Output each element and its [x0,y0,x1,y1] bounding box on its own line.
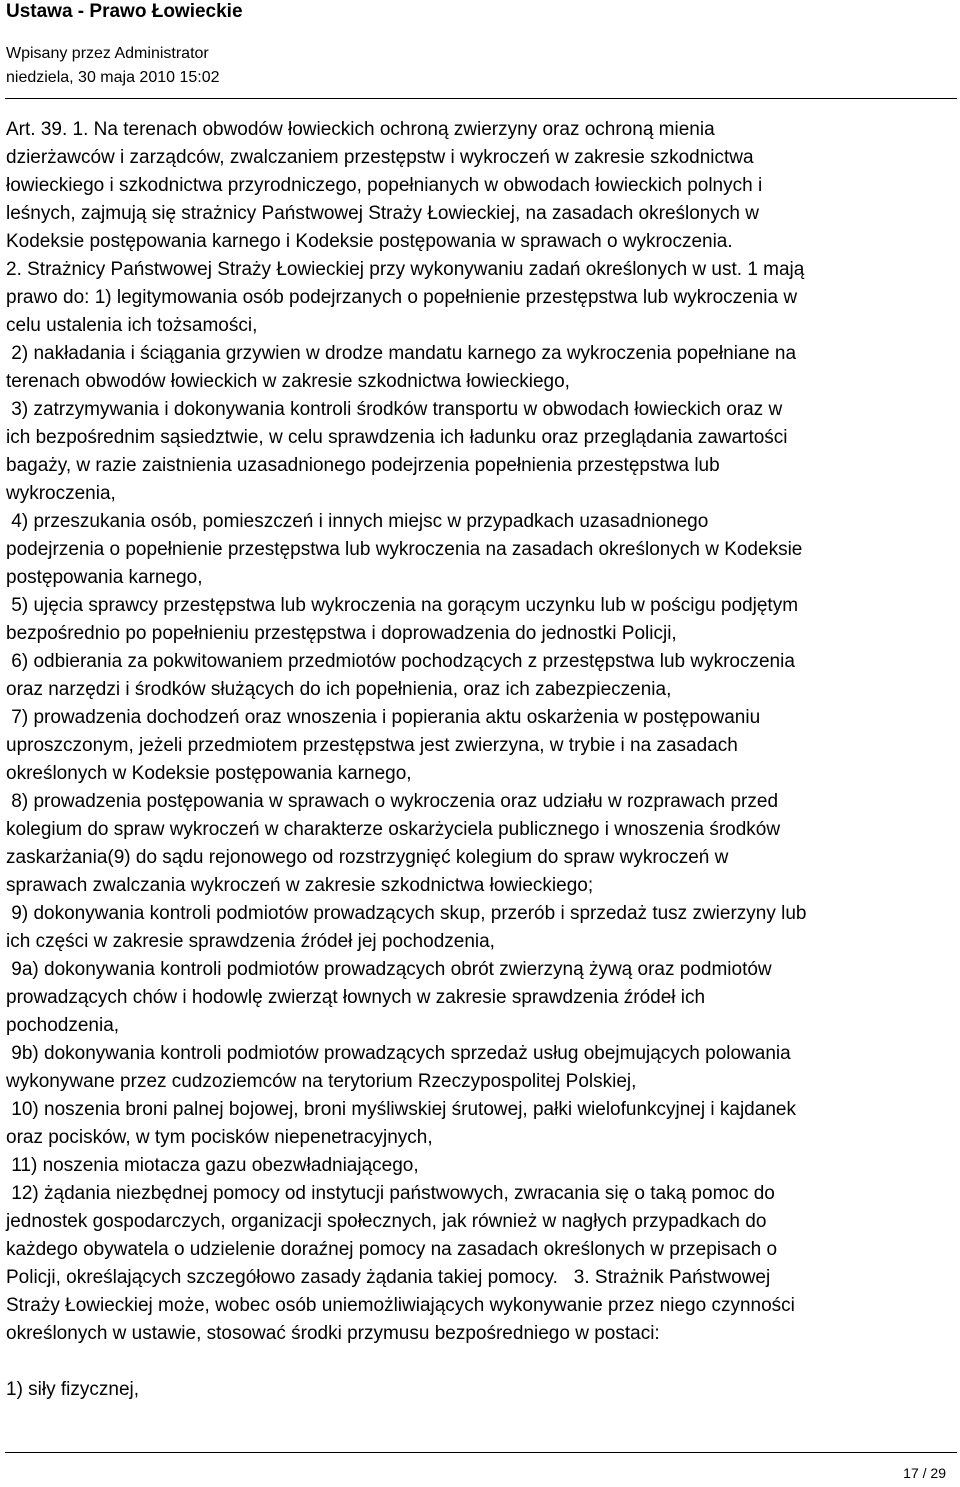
text-line: 8) prowadzenia postępowania w sprawach o wykroczenia oraz udziału w rozprawach przed [6,791,779,812]
text-line: postępowania karnego, [6,567,203,588]
text-line: ich części w zakresie sprawdzenia źródeł jej pochodzenia, [6,931,495,952]
date-line: niedziela, 30 maja 2010 15:02 [6,69,220,86]
text-line: uproszczonym, jeżeli przedmiotem przestępstwa jest zwierzyna, w trybie i na zasadach [6,735,738,756]
text-line: 11) noszenia miotacza gazu obezwładniającego, [6,1155,419,1176]
text-line: Straży Łowieckiej może, wobec osób uniemożliwiających wykonywanie przez niego czynności [6,1295,795,1316]
text-line: bezpośrednio po popełnieniu przestępstwa i doprowadzenia do jednostki Policji, [6,623,677,644]
text-line: 2) nakładania i ściągania grzywien w drodze mandatu karnego za wykroczenia popełniane na [6,343,797,364]
text-line: kolegium do spraw wykroczeń w charakterze oskarżyciela publicznego i wnoszenia środków [6,819,781,840]
text-line: dzierżawców i zarządców, zwalczaniem przestępstw i wykroczeń w zakresie szkodnictwa [6,147,754,168]
text-line: ich bezpośrednim sąsiedztwie, w celu sprawdzenia ich ładunku oraz przeglądania zawartości [6,427,788,448]
text-line: 6) odbierania za pokwitowaniem przedmiotów pochodzących z przestępstwa lub wykroczenia [6,651,795,672]
text-line: 9b) dokonywania kontroli podmiotów prowadzących sprzedaż usług obejmujących polowania [6,1043,791,1064]
header-divider [5,98,957,99]
text-line: pochodzenia, [6,1015,120,1036]
text-line: sprawach zwalczania wykroczeń w zakresie szkodnictwa łowieckiego; [6,875,594,896]
text-line: 1) siły fizycznej, [6,1379,140,1400]
text-line: określonych w Kodeksie postępowania karnego, [6,763,412,784]
text-line: Policji, określających szczegółowo zasady żądania takiej pomocy. 3. Strażnik Państwowej [6,1267,771,1288]
footer-divider [5,1452,957,1453]
text-line: wykroczenia, [6,483,116,504]
text-line: łowieckiego i szkodnictwa przyrodniczego, popełnianych w obwodach łowieckich polnych i [6,175,763,196]
document-title: Ustawa - Prawo Łowieckie [6,1,243,22]
text-line: 7) prowadzenia dochodzeń oraz wnoszenia i popierania aktu oskarżenia w postępowaniu [6,707,761,728]
text-line: oraz pocisków, w tym pocisków niepenetracyjnych, [6,1127,433,1148]
text-line: 12) żądania niezbędnej pomocy od instytucji państwowych, zwracania się o taką pomoc do [6,1183,775,1204]
text-line: celu ustalenia ich tożsamości, [6,315,258,336]
text-line: każdego obywatela o udzielenie doraźnej pomocy na zasadach określonych w przepisach o [6,1239,778,1260]
author-line: Wpisany przez Administrator [6,45,209,62]
text-line: określonych w ustawie, stosować środki przymusu bezpośredniego w postaci: [6,1323,660,1344]
text-line: 5) ujęcia sprawcy przestępstwa lub wykroczenia na gorącym uczynku lub w pościgu podjętym [6,595,799,616]
text-line: terenach obwodów łowieckich w zakresie szkodnictwa łowieckiego, [6,371,570,392]
text-line: 3) zatrzymywania i dokonywania kontroli środków transportu w obwodach łowieckich oraz w [6,399,783,420]
text-line: Kodeksie postępowania karnego i Kodeksie postępowania w sprawach o wykroczenia. [6,231,733,252]
text-line: bagaży, w razie zaistnienia uzasadnionego podejrzenia popełnienia przestępstwa lub [6,455,720,476]
text-line: 9a) dokonywania kontroli podmiotów prowadzących obrót zwierzyną żywą oraz podmiotów [6,959,772,980]
text-line: Art. 39. 1. Na terenach obwodów łowieckich ochroną zwierzyny oraz ochroną mienia [6,119,715,140]
text-line: 10) noszenia broni palnej bojowej, broni myśliwskiej śrutowej, pałki wielofunkcyjnej i kajdanek [6,1099,796,1120]
text-line: 2. Strażnicy Państwowej Straży Łowieckiej przy wykonywaniu zadań określonych w ust. 1 mają [6,259,805,280]
text-line: oraz narzędzi i środków służących do ich popełnienia, oraz ich zabezpieczenia, [6,679,672,700]
text-line: 9) dokonywania kontroli podmiotów prowadzących skup, przerób i sprzedaż tusz zwierzyny lub [6,903,807,924]
text-line: prowadzących chów i hodowlę zwierząt łownych w zakresie sprawdzenia źródeł ich [6,987,706,1008]
article-body [6,116,954,1404]
text-line: podejrzenia o popełnienie przestępstwa lub wykroczenia na zasadach określonych w Kodeksie [6,539,803,560]
text-line: wykonywane przez cudzoziemców na terytorium Rzeczypospolitej Polskiej, [6,1071,637,1092]
text-line: jednostek gospodarczych, organizacji społecznych, jak również w nagłych przypadkach do [6,1211,767,1232]
text-line: leśnych, zajmują się strażnicy Państwowej Straży Łowieckiej, na zasadach określonych w [6,203,759,224]
page-number: 17 / 29 [903,1465,946,1481]
text-line: prawo do: 1) legitymowania osób podejrzanych o popełnienie przestępstwa lub wykroczenia w [6,287,798,308]
text-line [6,1348,954,1376]
text-line: 4) przeszukania osób, pomieszczeń i innych miejsc w przypadkach uzasadnionego [6,511,709,532]
text-line: zaskarżania(9) do sądu rejonowego od rozstrzygnięć kolegium do spraw wykroczeń w [6,847,729,868]
